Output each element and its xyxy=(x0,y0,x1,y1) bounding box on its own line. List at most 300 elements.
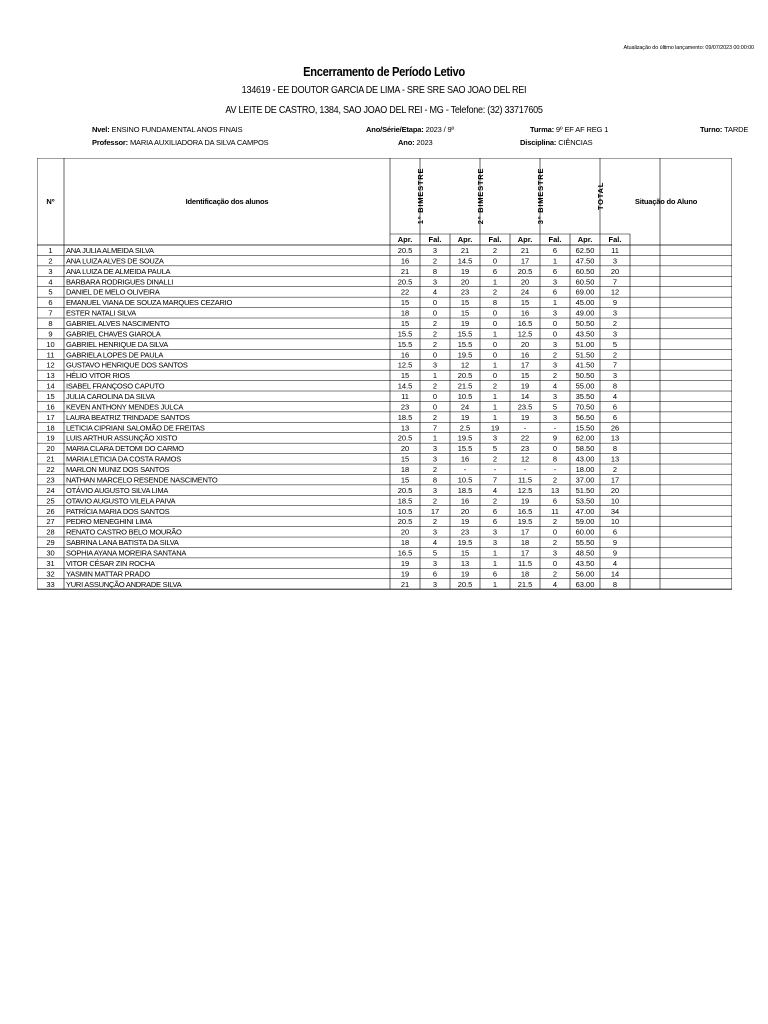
grade-cell: 0 xyxy=(492,371,498,381)
grade-cell: 15.5 xyxy=(457,339,473,349)
grade-cell: 19 xyxy=(520,496,530,506)
grade-cell: 8 xyxy=(612,444,618,454)
grade-cell: 17 xyxy=(430,506,440,516)
grade-cell: 10.5 xyxy=(457,392,473,402)
grade-cell: 4 xyxy=(552,381,558,391)
grade-cell: 2 xyxy=(432,329,438,339)
grade-cell: 12 xyxy=(610,287,620,297)
grade-cell: - xyxy=(553,465,557,475)
grade-cell: 34 xyxy=(610,506,620,516)
grade-cell: 19.5 xyxy=(457,538,473,548)
grade-cell: 3 xyxy=(552,308,558,318)
row-number: 19 xyxy=(46,433,55,443)
subheader-fal: Fal. xyxy=(608,235,622,244)
grade-cell: 18.5 xyxy=(397,412,413,422)
row-number: 20 xyxy=(46,444,55,454)
grade-cell: 8 xyxy=(552,454,558,464)
grade-cell: 15 xyxy=(520,371,530,381)
grade-cell: 3 xyxy=(612,371,618,381)
grade-cell: 47.50 xyxy=(575,256,595,266)
grade-cell: 4 xyxy=(432,538,438,548)
grade-cell: 3 xyxy=(552,548,558,558)
row-number: 28 xyxy=(46,527,55,537)
grade-cell: 13 xyxy=(550,485,560,495)
grade-cell: 0 xyxy=(552,329,558,339)
grade-cell: 51.50 xyxy=(575,350,595,360)
turno-field xyxy=(700,125,748,134)
grade-cell: 18 xyxy=(520,538,530,548)
grade-cell: 3 xyxy=(552,277,558,287)
grade-cell: 18 xyxy=(400,308,410,318)
grade-cell: 2 xyxy=(552,569,558,579)
student-name: GUSTAVO HENRIQUE DOS SANTOS xyxy=(66,360,188,370)
grade-cell: 2 xyxy=(432,256,438,266)
grade-cell: 9 xyxy=(552,433,558,443)
grade-cell: 0 xyxy=(552,319,558,329)
grade-cell: 21.5 xyxy=(457,381,473,391)
grade-cell: 4 xyxy=(612,392,618,402)
turma-field xyxy=(530,125,608,134)
grade-cell: 24 xyxy=(460,402,470,412)
grade-cell: 16 xyxy=(400,256,410,266)
grade-cell: 20 xyxy=(460,506,470,516)
grade-cell: 2 xyxy=(432,381,438,391)
grade-cell: 3 xyxy=(432,485,438,495)
grade-cell: 16.5 xyxy=(397,548,413,558)
student-name: ESTER NATALI SILVA xyxy=(66,308,136,318)
grade-cell: 11 xyxy=(611,246,619,255)
grade-cell: - xyxy=(493,465,497,475)
grade-cell: 41.50 xyxy=(575,360,595,370)
grade-cell: 1 xyxy=(492,277,498,287)
row-number: 22 xyxy=(46,465,55,475)
disciplina-label: Disciplina: xyxy=(520,138,557,147)
grade-cell: 10.5 xyxy=(457,475,473,485)
grade-cell: 19 xyxy=(460,569,470,579)
grade-cell: 6 xyxy=(612,412,618,422)
grade-cell: 3 xyxy=(552,392,558,402)
grade-cell: 43.00 xyxy=(575,454,595,464)
grade-cell: 4 xyxy=(612,558,618,568)
grade-cell: 37.00 xyxy=(575,475,595,485)
subheader-fal: Fal. xyxy=(428,235,442,244)
grade-cell: 8 xyxy=(492,298,498,308)
student-name: HÉLIO VITOR RIOS xyxy=(66,371,130,381)
grade-cell: 2 xyxy=(612,319,618,329)
grade-cell: 0 xyxy=(492,350,498,360)
grade-cell: 15.5 xyxy=(397,329,413,339)
grade-cell: 15.5 xyxy=(457,444,473,454)
disciplina-field xyxy=(520,138,592,147)
subheader-fal: Fal. xyxy=(488,235,502,244)
student-name: BARBARA RODRIGUES DINALLI xyxy=(66,277,174,287)
grade-cell: 11.5 xyxy=(517,558,533,568)
last-update-note: Atualização do último lançamento: 09/07/2023 00:00:00 xyxy=(623,45,754,51)
grade-cell: 8 xyxy=(612,381,618,391)
student-name: MARIA CLARA DETOMI DO CARMO xyxy=(66,444,184,454)
row-number: 4 xyxy=(48,277,53,287)
grade-cell: 19.5 xyxy=(517,517,533,527)
grade-cell: 26 xyxy=(610,423,620,433)
grade-cell: 12 xyxy=(460,360,470,370)
student-name: YURI ASSUNÇÃO ANDRADE SILVA xyxy=(66,579,182,589)
grade-cell: 2 xyxy=(432,517,438,527)
grade-cell: 14 xyxy=(520,392,530,402)
grade-cell: 6 xyxy=(432,569,438,579)
grade-cell: 20.5 xyxy=(517,266,533,276)
grade-cell: 18.5 xyxy=(397,496,413,506)
grade-cell: 14.5 xyxy=(457,256,473,266)
student-name: PATRÍCIA MARIA DOS SANTOS xyxy=(66,506,170,516)
grade-cell: 15 xyxy=(520,298,530,308)
subheader-apr: Apr. xyxy=(577,235,593,244)
grade-cell: 21 xyxy=(400,579,410,589)
grade-cell: 16.5 xyxy=(517,319,533,329)
grade-cell: 16.5 xyxy=(517,506,533,516)
grade-cell: 5 xyxy=(432,548,438,558)
grade-cell: 15 xyxy=(400,319,410,329)
student-name: ANA LUIZA ALVES DE SOUZA xyxy=(66,256,164,266)
grade-cell: 60.50 xyxy=(575,266,595,276)
grade-cell: 7 xyxy=(492,475,498,485)
grade-cell: 1 xyxy=(492,329,498,339)
grade-cell: 9 xyxy=(612,298,618,308)
row-number: 17 xyxy=(46,412,55,422)
grade-cell: 60.00 xyxy=(575,527,595,537)
grade-cell: 11 xyxy=(401,392,409,402)
grade-cell: 20 xyxy=(400,527,410,537)
address-line: AV LEITE DE CASTRO, 1384, SAO JOAO DEL REI - MG - Telefone: (32) 33717605 xyxy=(225,104,543,116)
student-name: VITOR CÉSAR ZIN ROCHA xyxy=(66,558,155,568)
grade-cell: 19 xyxy=(460,266,470,276)
student-name: OTAVIO AUGUSTO VILELA PAIVA xyxy=(66,496,176,506)
grade-cell: 16 xyxy=(460,454,470,464)
ano-field xyxy=(398,138,433,147)
grade-cell: 3 xyxy=(432,277,438,287)
grade-cell: 12.5 xyxy=(397,360,413,370)
grade-cell: 15 xyxy=(460,308,470,318)
grade-cell: 0 xyxy=(552,444,558,454)
row-number: 5 xyxy=(48,287,53,297)
grade-cell: 56.00 xyxy=(575,569,595,579)
grade-cell: 43.50 xyxy=(575,329,595,339)
period-label-2: 2º BIMESTRE xyxy=(476,167,485,225)
grade-cell: 70.50 xyxy=(575,402,595,412)
grade-cell: 16 xyxy=(520,350,530,360)
grade-cell: 47.00 xyxy=(575,506,595,516)
grade-cell: 60.50 xyxy=(575,277,595,287)
row-number: 1 xyxy=(48,246,53,255)
row-number: 12 xyxy=(46,360,55,370)
row-number: 23 xyxy=(46,475,55,485)
grade-cell: 0 xyxy=(492,339,498,349)
page-title: Encerramento de Período Letivo xyxy=(303,64,465,79)
nivel-label: Nvel: xyxy=(92,125,110,134)
grade-cell: 14.5 xyxy=(397,381,413,391)
grade-cell: 1 xyxy=(492,548,498,558)
grade-cell: 19 xyxy=(520,412,530,422)
grade-cell: 51.50 xyxy=(575,485,595,495)
grade-cell: 17 xyxy=(520,256,530,266)
grade-cell: 6 xyxy=(612,402,618,412)
school-line: 134619 - EE DOUTOR GARCIA DE LIMA - SRE SRE SAO JOAO DEL REI xyxy=(241,84,527,96)
grade-cell: 3 xyxy=(552,360,558,370)
grade-cell: 2 xyxy=(492,287,498,297)
grade-cell: 20.5 xyxy=(457,579,473,589)
row-number: 11 xyxy=(46,350,55,360)
grade-cell: 20 xyxy=(610,485,620,495)
grade-cell: 5 xyxy=(492,444,498,454)
student-name: ISABEL FRANÇOSO CAPUTO xyxy=(66,381,165,391)
grade-cell: 2 xyxy=(432,465,438,475)
grade-cell: 16 xyxy=(460,496,470,506)
grade-cell: 12 xyxy=(520,454,530,464)
grade-cell: 15.50 xyxy=(575,423,595,433)
grade-cell: 3 xyxy=(492,433,498,443)
nivel-value: ENSINO FUNDAMENTAL ANOS FINAIS xyxy=(111,125,243,134)
grade-cell: 13 xyxy=(460,558,470,568)
student-name: LUIS ARTHUR ASSUNÇÃO XISTO xyxy=(66,433,178,443)
grade-cell: 2.5 xyxy=(459,423,471,433)
row-number: 15 xyxy=(46,392,55,402)
grade-cell: 10 xyxy=(610,517,620,527)
grade-cell: 23.5 xyxy=(517,402,533,412)
subheader-apr: Apr. xyxy=(457,235,473,244)
grade-cell: 20 xyxy=(610,266,620,276)
grade-cell: 69.00 xyxy=(575,287,595,297)
grade-cell: 8 xyxy=(612,579,618,589)
grade-cell: 6 xyxy=(552,287,558,297)
grade-cell: 6 xyxy=(612,527,618,537)
student-name: MARIA LETICIA DA COSTA RAMOS xyxy=(66,454,181,464)
period-label-4: TOTAL xyxy=(596,181,605,211)
grade-cell: 22 xyxy=(400,287,410,297)
subheader-apr: Apr. xyxy=(517,235,533,244)
row-number: 9 xyxy=(48,329,53,339)
row-number: 33 xyxy=(46,579,55,589)
grades-table xyxy=(37,158,732,698)
grade-cell: 55.00 xyxy=(575,381,595,391)
grade-cell: 3 xyxy=(612,329,618,339)
row-number: 27 xyxy=(46,517,55,527)
row-number: 3 xyxy=(48,266,53,276)
grade-cell: 19 xyxy=(400,569,410,579)
professor-field xyxy=(92,138,269,147)
grade-cell: 15.5 xyxy=(457,329,473,339)
grade-cell: 23 xyxy=(520,444,530,454)
grade-cell: 23 xyxy=(460,527,470,537)
grade-cell: 3 xyxy=(612,256,618,266)
grade-cell: 2 xyxy=(552,350,558,360)
grade-cell: 16 xyxy=(520,308,530,318)
grade-cell: 10 xyxy=(610,496,620,506)
grade-cell: 2 xyxy=(492,496,498,506)
grade-cell: 1 xyxy=(492,558,498,568)
grade-cell: 19 xyxy=(460,412,470,422)
header-situation: Situação do Aluno xyxy=(634,197,698,206)
grade-cell: 20.5 xyxy=(397,277,413,287)
grade-cell: 6 xyxy=(552,496,558,506)
grade-cell: 1 xyxy=(432,371,438,381)
grade-cell: 20 xyxy=(400,444,410,454)
ano-serie-value: 2023 / 9º xyxy=(425,125,455,134)
grade-cell: 17 xyxy=(610,475,620,485)
grade-cell: 2 xyxy=(432,319,438,329)
grade-cell: 2 xyxy=(552,538,558,548)
grade-cell: 1 xyxy=(492,579,498,589)
grade-cell: 18 xyxy=(400,465,410,475)
student-name: NATHAN MARCELO RESENDE NASCIMENTO xyxy=(66,475,218,485)
grade-cell: 15 xyxy=(400,475,410,485)
row-number: 25 xyxy=(46,496,55,506)
grade-cell: 20.5 xyxy=(397,246,413,255)
ano-serie-label: Ano/Série/Etapa: xyxy=(366,125,424,134)
grades-table-svg xyxy=(37,158,732,698)
professor-label: Professor: xyxy=(92,138,129,147)
grade-cell: 1 xyxy=(492,412,498,422)
grade-cell: 6 xyxy=(492,506,498,516)
grade-cell: 21 xyxy=(520,246,530,255)
student-name: JULIA CAROLINA DA SILVA xyxy=(66,392,155,402)
grade-cell: 49.00 xyxy=(575,308,595,318)
grade-cell: 1 xyxy=(492,392,498,402)
grade-cell: 8 xyxy=(432,475,438,485)
grade-cell: 3 xyxy=(492,527,498,537)
grade-cell: 3 xyxy=(492,538,498,548)
subheader-apr: Apr. xyxy=(397,235,413,244)
grade-cell: 59.00 xyxy=(575,517,595,527)
grade-cell: 0 xyxy=(432,308,438,318)
grade-cell: 6 xyxy=(552,266,558,276)
grade-cell: 7 xyxy=(432,423,438,433)
grade-cell: 51.00 xyxy=(575,339,595,349)
turno-label: Turno: xyxy=(700,125,723,134)
row-number: 8 xyxy=(48,319,53,329)
grade-cell: 20.5 xyxy=(457,371,473,381)
grade-cell: 55.50 xyxy=(575,538,595,548)
grade-cell: 43.50 xyxy=(575,558,595,568)
grade-cell: 6 xyxy=(492,266,498,276)
student-name: GABRIEL ALVES NASCIMENTO xyxy=(66,319,170,329)
grade-cell: 0 xyxy=(432,402,438,412)
grade-cell: 19 xyxy=(400,558,410,568)
grade-cell: 1 xyxy=(432,433,438,443)
grade-cell: 2 xyxy=(492,381,498,391)
grade-cell: 15 xyxy=(400,371,410,381)
grade-cell: - xyxy=(463,465,467,475)
grade-cell: 7 xyxy=(612,277,618,287)
student-name: ANA JULIA ALMEIDA SILVA xyxy=(66,246,154,255)
grade-cell: 15 xyxy=(400,454,410,464)
grade-cell: 5 xyxy=(612,339,618,349)
header-num: Nº xyxy=(46,197,55,206)
grade-cell: 45.00 xyxy=(575,298,595,308)
grade-cell: 56.50 xyxy=(575,412,595,422)
grade-cell: 1 xyxy=(492,402,498,412)
grade-cell: 14 xyxy=(610,569,620,579)
grade-cell: 0 xyxy=(432,350,438,360)
grade-cell: 2 xyxy=(612,350,618,360)
grade-cell: 0 xyxy=(492,256,498,266)
grade-cell: 20.5 xyxy=(397,433,413,443)
grade-cell: 23 xyxy=(460,287,470,297)
grade-cell: 19 xyxy=(490,423,500,433)
grade-cell: 22 xyxy=(520,433,530,443)
grade-cell: 24 xyxy=(520,287,530,297)
row-number: 31 xyxy=(46,558,55,568)
grade-cell: 2 xyxy=(612,465,618,475)
grade-cell: 17 xyxy=(520,360,530,370)
student-name: DANIEL DE MELO OLIVEIRA xyxy=(66,287,160,297)
row-number: 14 xyxy=(46,381,55,391)
grade-cell: 2 xyxy=(432,412,438,422)
grade-cell: 1 xyxy=(552,256,558,266)
grade-cell: 3 xyxy=(432,246,438,255)
grade-cell: 6 xyxy=(552,246,558,255)
grade-cell: 17 xyxy=(520,527,530,537)
grade-cell: 3 xyxy=(612,308,618,318)
grade-cell: 53.50 xyxy=(575,496,595,506)
grade-cell: - xyxy=(523,423,527,433)
row-number: 7 xyxy=(48,308,53,318)
grade-cell: 6 xyxy=(492,517,498,527)
row-number: 13 xyxy=(46,371,55,381)
student-name: EMANUEL VIANA DE SOUZA MARQUES CEZARIO xyxy=(66,298,233,308)
grade-cell: 20.5 xyxy=(397,485,413,495)
grade-cell: 3 xyxy=(432,454,438,464)
ano-value: 2023 xyxy=(416,138,433,147)
student-name: YASMIN MATTAR PRADO xyxy=(66,569,151,579)
subheader-fal: Fal. xyxy=(548,235,562,244)
grade-cell: 23 xyxy=(400,402,410,412)
row-number: 29 xyxy=(46,538,55,548)
grade-cell: 15 xyxy=(460,548,470,558)
grade-cell: 2 xyxy=(432,496,438,506)
student-name: GABRIEL HENRIQUE DA SILVA xyxy=(66,339,168,349)
grade-cell: 13 xyxy=(400,423,410,433)
grade-cell: 2 xyxy=(552,371,558,381)
grade-cell: 13 xyxy=(610,454,620,464)
period-label-3: 3º BIMESTRE xyxy=(536,167,545,225)
grade-cell: 50.50 xyxy=(575,371,595,381)
grade-cell: 4 xyxy=(432,287,438,297)
grade-cell: 3 xyxy=(432,444,438,454)
grade-cell: 21 xyxy=(460,246,470,255)
student-name: PEDRO MENEGHINI LIMA xyxy=(66,517,152,527)
grade-cell: 16 xyxy=(400,350,410,360)
grade-cell: 62.50 xyxy=(575,246,595,255)
row-number: 2 xyxy=(48,256,53,266)
grade-cell: 5 xyxy=(552,402,558,412)
grade-cell: 19 xyxy=(460,517,470,527)
disciplina-value: CIÊNCIAS xyxy=(558,138,593,147)
grade-cell: 18 xyxy=(400,538,410,548)
grade-cell: 21.5 xyxy=(517,579,533,589)
student-name: SABRINA LANA BATISTA DA SILVA xyxy=(66,538,179,548)
grade-cell: 6 xyxy=(492,569,498,579)
grade-cell: 2 xyxy=(432,339,438,349)
turno-value: TARDE xyxy=(724,125,749,134)
grade-cell: 0 xyxy=(432,392,438,402)
row-number: 16 xyxy=(46,402,55,412)
grade-cell: 20 xyxy=(520,277,530,287)
grade-cell: 3 xyxy=(552,339,558,349)
row-number: 30 xyxy=(46,548,55,558)
row-number: 10 xyxy=(46,339,55,349)
grade-cell: 62.00 xyxy=(575,433,595,443)
nivel-field xyxy=(92,125,242,134)
grade-cell: 12.5 xyxy=(517,329,533,339)
